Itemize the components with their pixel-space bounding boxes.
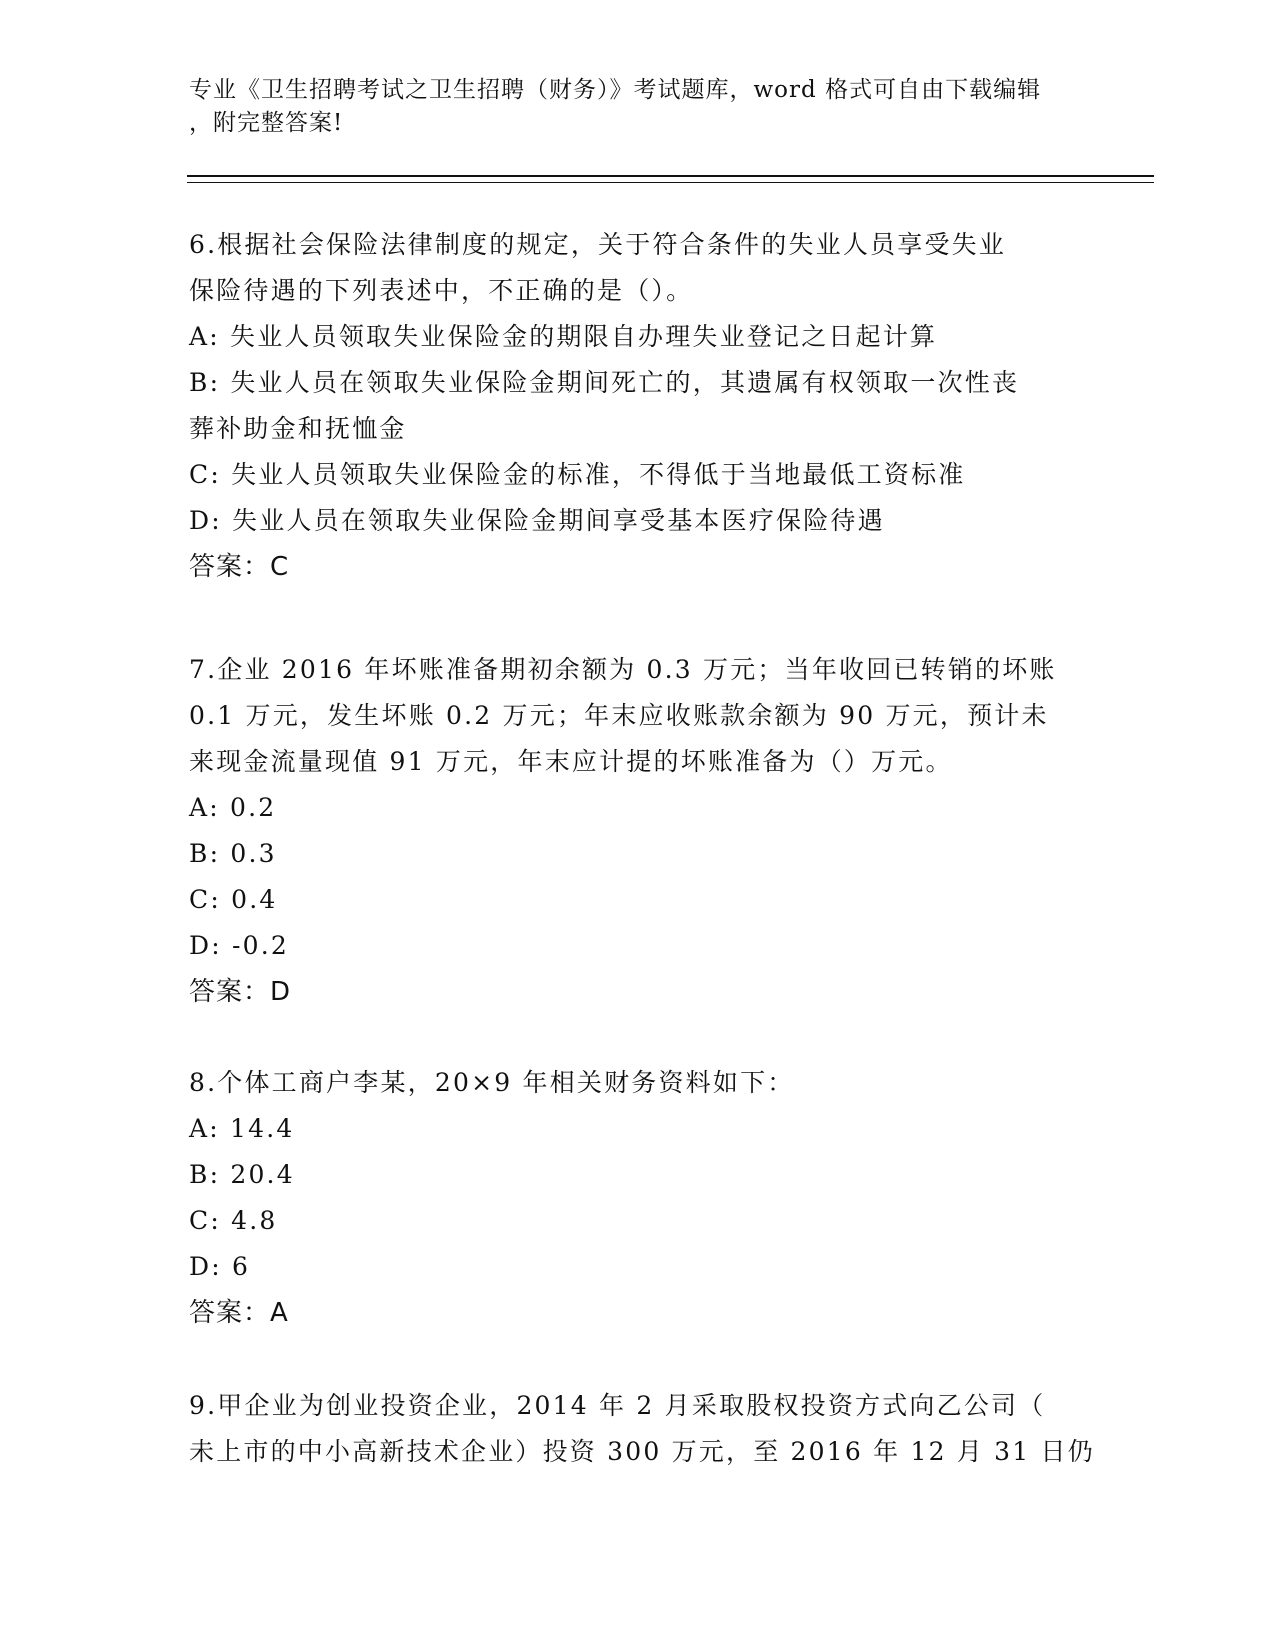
document-header [189,74,1089,140]
option-b: B: 0.3 [189,839,277,868]
question-7 [189,647,1089,1015]
header-line: 专业《卫生招聘考试之卫生招聘（财务）》考试题库，word 格式可自由下载编辑 [189,77,1042,103]
option-b: B: 失业人员在领取失业保险金期间死亡的，其遗属有权领取一次性丧 [189,368,1020,397]
answer-label: 答案：C [189,552,290,582]
question-text-line: 7.企业 2016 年坏账准备期初余额为 0.3 万元；当年收回已转销的坏账 [189,655,1057,684]
header-divider [187,175,1154,177]
answer-label: 答案：A [189,1298,289,1328]
option-d: D: 失业人员在领取失业保险金期间享受基本医疗保险待遇 [189,506,885,535]
question-8 [189,1060,1089,1336]
question-text-line: 8.个体工商户李某，20×9 年相关财务资料如下： [189,1068,795,1097]
question-text-line: 来现金流量现值 91 万元，年末应计提的坏账准备为（）万元。 [189,747,953,776]
question-text-line: 6.根据社会保险法律制度的规定，关于符合条件的失业人员享受失业 [189,230,1007,259]
option-a: A: 0.2 [189,793,277,822]
option-d: D: -0.2 [189,931,290,960]
header-divider [187,182,1154,183]
option-c: C: 0.4 [189,885,278,914]
question-text-line: 保险待遇的下列表述中，不正确的是（）。 [189,276,694,305]
option-a: A: 失业人员领取失业保险金的期限自办理失业登记之日起计算 [189,322,938,351]
question-text-line: 0.1 万元，发生坏账 0.2 万元；年末应收账款余额为 90 万元，预计未 [189,701,1049,730]
option-c: C: 失业人员领取失业保险金的标准，不得低于当地最低工资标准 [189,460,966,489]
option-d: D: 6 [189,1252,251,1281]
option-a: A: 14.4 [189,1114,295,1143]
answer-label: 答案：D [189,977,292,1007]
question-text-line: 9.甲企业为创业投资企业，2014 年 2 月采取股权投资方式向乙公司（ [189,1391,1046,1420]
question-text-line: 未上市的中小高新技术企业）投资 300 万元，至 2016 年 12 月 31 日仍 [189,1437,1095,1466]
option-b: B: 20.4 [189,1160,295,1189]
option-b-continued: 葬补助金和抚恤金 [189,414,407,443]
option-c: C: 4.8 [189,1206,278,1235]
question-6 [189,222,1089,590]
header-line: ，附完整答案! [189,110,344,136]
question-9 [189,1383,1095,1475]
